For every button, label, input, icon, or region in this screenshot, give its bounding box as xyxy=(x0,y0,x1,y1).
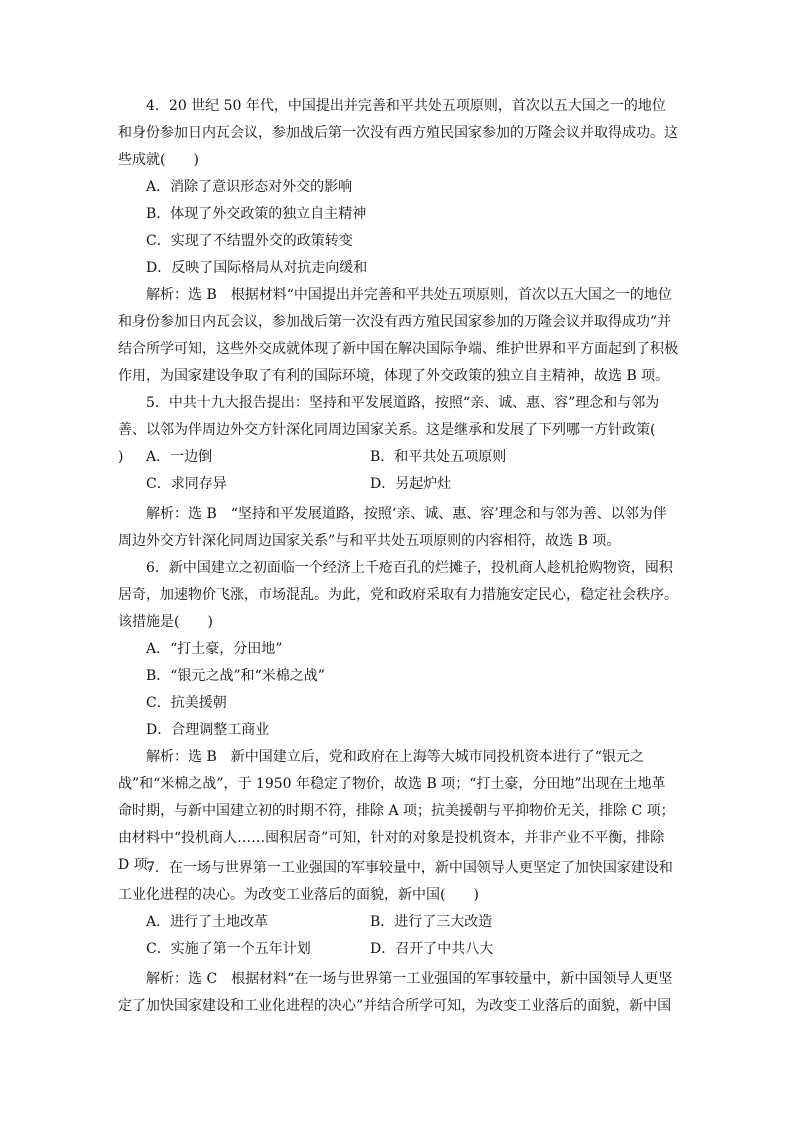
q5-analysis: 解析：选 B “坚持和平发展道路，按照‘亲、诚、惠、容’理念和与邻为善、以邻为伴周边外交方针深化同周边国家关系”与和平共处五项原则的内容相符，故选 B 项。 xyxy=(118,506,667,549)
q6-option-c: C．抗美援朝 xyxy=(146,695,227,711)
q4-analysis: 解析：选 B 根据材料“中国提出并完善和平共处五项原则，首次以五大国之一的地位和身份参加日内瓦会议，参加战后第一次没有西方殖民国家参加的万隆会议并取得成功”并结合所学可知，这些外交成就体现了新中国在解决国际争端、维护世界和平方面起到了积极作用，为国家建设争取了有利的国际环境，体现了外交政策的独立自主精神，故选 B 项。 xyxy=(118,287,678,384)
q4-stem: 4．20 世纪 50 年代，中国提出并完善和平共处五项原则，首次以五大国之一的地位和身份参加日内瓦会议，参加战后第一次没有西方殖民国家参加的万隆会议并取得成功。这些成就( ) xyxy=(118,98,678,168)
q5-stem: 5．中共十九大报告提出：坚持和平发展道路，按照“亲、诚、惠、容”理念和与邻为善、以邻为伴周边外交方针深化同周边国家关系。这是继承和发展了下列哪一方针政策( ) xyxy=(118,395,684,465)
q7-analysis: 解析：选 C 根据材料“在一场与世界第一工业强国的军事较量中，新中国领导人更坚定了加快国家建设和工业化进程的决心”并结合所学可知，为改变工业落后的面貌，新中国 xyxy=(118,971,673,1014)
q6-option-b: B．“银元之战”和“米棉之战” xyxy=(146,668,325,684)
q4-option-a: A．消除了意识形态对外交的影响 xyxy=(146,179,353,195)
q7-option-d: D．召开了中共八大 xyxy=(370,941,494,957)
q6-stem: 6．新中国建立之初面临一个经济上千疮百孔的烂摊子，投机商人趁机抢购物资，囤积居奇，加速物价飞涨，市场混乱。为此，党和政府采取有力措施安定民心，稳定社会秩序。该措施是( ) xyxy=(118,560,678,630)
q4-option-c: C．实现了不结盟外交的政策转变 xyxy=(146,233,353,249)
q5-option-c: C．求同存异 xyxy=(146,476,227,492)
q7-option-b: B．进行了三大改造 xyxy=(370,914,493,930)
q4-option-b: B．体现了外交政策的独立自主精神 xyxy=(146,206,367,222)
q5-option-d: D．另起炉灶 xyxy=(370,476,452,492)
q5-option-b: B．和平共处五项原则 xyxy=(370,449,507,465)
q5-option-a: A．一边倒 xyxy=(146,449,213,465)
q7-stem: 7．在一场与世界第一工业强国的军事较量中，新中国领导人更坚定了加快国家建设和工业化进程的决心。为改变工业落后的面貌，新中国( ) xyxy=(118,860,673,903)
q6-analysis: 解析：选 B 新中国建立后，党和政府在上海等大城市同投机资本进行了“银元之战”和“米棉之战”，于 1950 年稳定了物价，故选 B 项；“打土豪，分田地”出现在土地革命时期，与新中国建立初的时期不符，排除 A 项；抗美援朝与平抑物价无关，排除 C 项；由材料中“投机商人……囤积居奇”可知，针对的对象是投机资本，并非产业不平衡，排除 D 项。 xyxy=(118,749,675,873)
q7-option-a: A．进行了土地改革 xyxy=(146,914,269,930)
q7-option-c: C．实施了第一个五年计划 xyxy=(146,941,311,957)
q4-option-d: D．反映了国际格局从对抗走向缓和 xyxy=(146,260,368,276)
q6-option-a: A．“打土豪，分田地” xyxy=(146,641,283,657)
q6-option-d: D．合理调整工商业 xyxy=(146,722,270,738)
